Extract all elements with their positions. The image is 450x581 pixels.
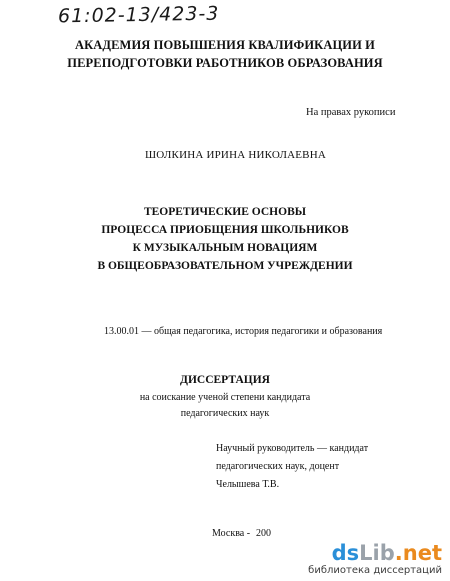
dslib-watermark[interactable] <box>308 542 442 577</box>
degree-purpose-line-1: на соискание ученой степени кандидата <box>139 392 311 403</box>
manuscript-rights-note: На правах рукописи <box>306 107 396 118</box>
dslib-logo <box>308 542 442 564</box>
supervisor-name: Челышева Т.В. <box>216 479 280 490</box>
org-name-line-1: АКАДЕМИЯ ПОВЫШЕНИЯ КВАЛИФИКАЦИИ И <box>75 38 375 52</box>
title-line-2: ПРОЦЕССА ПРИОБЩЕНИЯ ШКОЛЬНИКОВ <box>101 224 349 236</box>
logo-net: .net <box>394 541 442 565</box>
supervisor-line-1: Научный руководитель — кандидат <box>216 443 369 454</box>
footer-year: 200 <box>256 528 271 539</box>
dissertation-label: ДИССЕРТАЦИЯ <box>180 374 270 386</box>
title-line-3: К МУЗЫКАЛЬНЫМ НОВАЦИЯМ <box>132 242 318 254</box>
specialty-code: 13.00.01 — общая педагогика, история педагогики и образования <box>104 326 383 337</box>
title-line-1: ТЕОРЕТИЧЕСКИЕ ОСНОВЫ <box>143 206 307 218</box>
archive-stamp: 61:02-13/423-3 <box>57 2 220 28</box>
logo-ds: ds <box>331 541 360 565</box>
author-name: ШОЛКИНА ИРИНА НИКОЛАЕВНА <box>145 149 327 161</box>
watermark-tagline: библиотека диссертаций <box>308 565 442 576</box>
footer-city: Москва - <box>212 528 251 539</box>
org-name-line-2: ПЕРЕПОДГОТОВКИ РАБОТНИКОВ ОБРАЗОВАНИЯ <box>67 56 383 70</box>
degree-purpose-line-2: педагогических наук <box>180 408 270 419</box>
title-line-4: В ОБЩЕОБРАЗОВАТЕЛЬНОМ УЧРЕЖДЕНИИ <box>97 260 353 272</box>
supervisor-line-2: педагогических наук, доцент <box>216 461 340 472</box>
logo-lib: Lib <box>359 541 395 565</box>
